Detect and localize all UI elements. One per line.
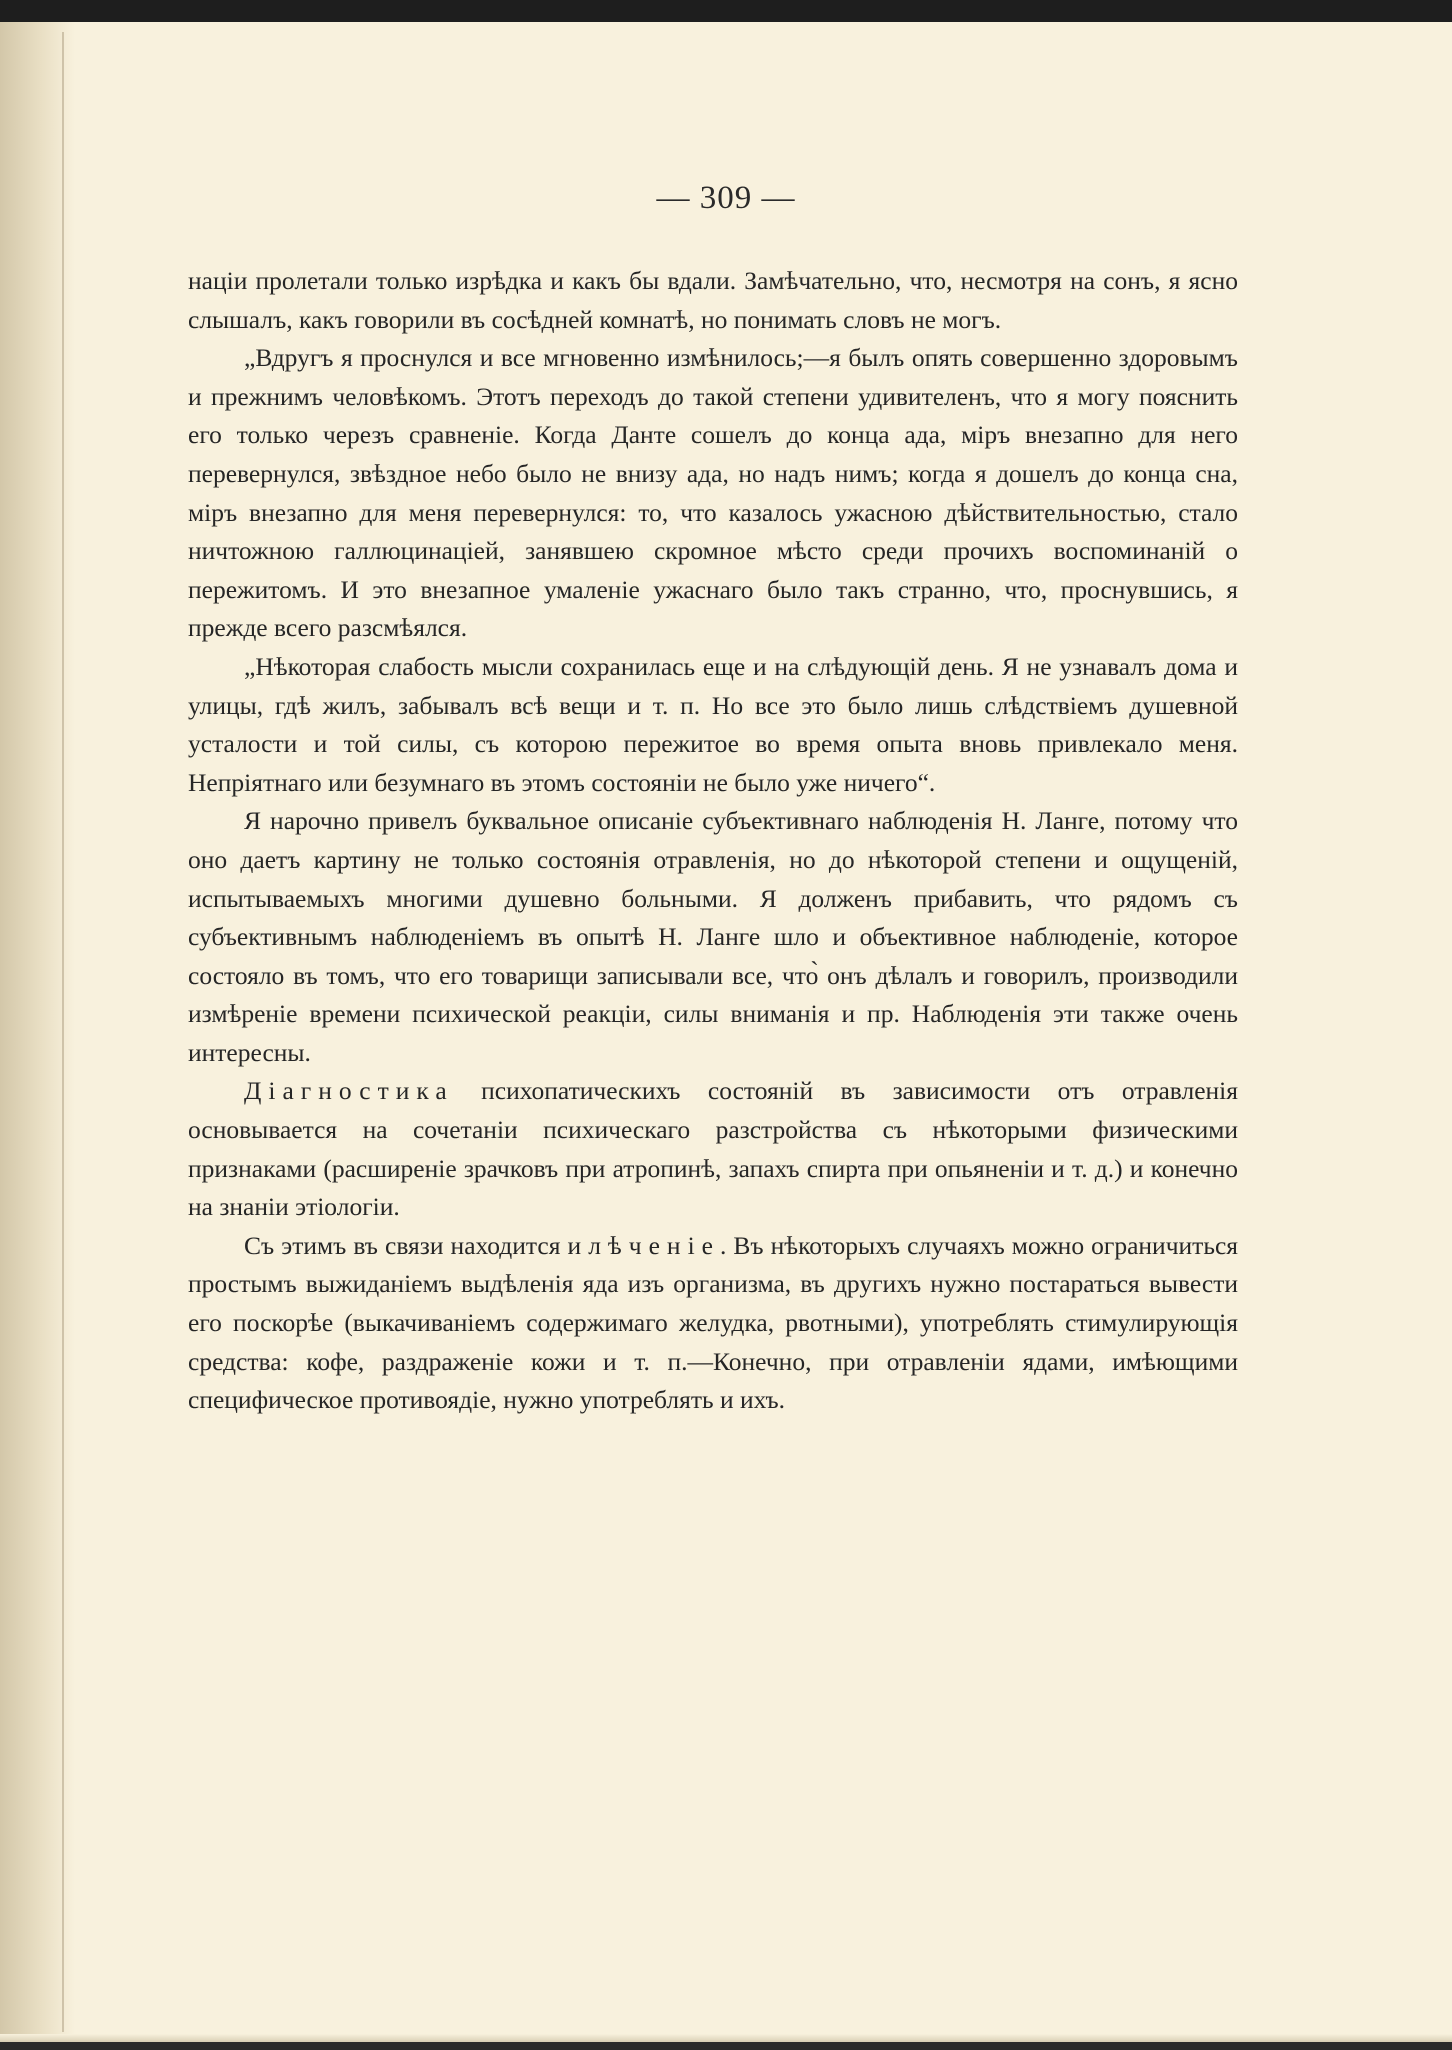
paragraph-2: „Вдругъ я проснулся и все мгновенно измѣнилось;—я былъ опять совершенно здоровымъ и прежнимъ человѣкомъ. Этотъ переходъ до такой степени удивителенъ, что я могу пояснить его только черезъ сравненіе. Когда Данте сошелъ до конца ада, міръ внезапно для него перевернулся, звѣздное небо было не внизу ада, но надъ нимъ; когда я дошелъ до конца сна, міръ внезапно для меня перевернулся: то, что казалось ужасною дѣйствительностью, стало ничтожною галлюцинаціей, занявшею скромное мѣсто среди прочихъ воспоминаній о пережитомъ. И это внезапное умаленіе ужаснаго было такъ странно, что, проснувшись, я прежде всего разсмѣялся. bbox=[188, 343, 1238, 643]
paragraph-6-body: . Въ нѣкоторыхъ случаяхъ можно ограничиться простымъ выжиданіемъ выдѣленія яда изъ организма, въ другихъ нужно постараться вывести его поскорѣе (выкачиваніемъ содержимаго желудка, рвотными), употреблять стимулирующія средства: кофе, раздраженіе кожи и т. п.—Конечно, при отравленіи ядами, имѣющими специфическое противоядіе, нужно употреблять и ихъ. bbox=[188, 1230, 1238, 1415]
body-text bbox=[188, 262, 1238, 1420]
paragraph-4: Я нарочно привелъ буквальное описаніе субъективнаго наблюденія Н. Ланге, потому что оно даетъ картину не только состоянія отравленія, но до нѣкоторой степени и ощущеній, испытываемыхъ многими душевно больными. Я долженъ прибавить, что рядомъ съ субъективнымъ наблюденіемъ въ опытѣ Н. Ланге шло и объективное наблюденіе, которое состояло въ томъ, что его товарищи записывали все, что̀ онъ дѣлалъ и говорилъ, производили измѣреніе времени психической реакціи, силы вниманія и пр. Наблюденія эти также очень интересны. bbox=[188, 806, 1238, 1067]
term-treatment: лѣченіе bbox=[588, 1230, 720, 1260]
scan-top-border bbox=[0, 0, 1452, 22]
paragraph-1: націи пролетали только изрѣдка и какъ бы вдали. Замѣчательно, что, несмотря на сонъ, я ясно слышалъ, какъ говорили въ сосѣдней комнатѣ, но понимать словъ не могъ. bbox=[188, 266, 1238, 334]
paragraph-5 bbox=[188, 1072, 1238, 1226]
term-diagnostics: Діагностика bbox=[244, 1076, 454, 1106]
book-page bbox=[0, 22, 1452, 2042]
paragraph-6-lead: Съ этимъ въ связи находится и bbox=[244, 1230, 589, 1260]
paragraph-5-body: психопатическихъ состояній въ зависимости отъ отравленія основывается на сочетаніи психическаго разстройства съ нѣкоторыми физическими признаками (расширеніе зрачковъ при атропинѣ, запахъ спирта при опьяненіи и т. д.) и конечно на знаніи этіологіи. bbox=[188, 1076, 1238, 1222]
page-number: — 309 — bbox=[656, 180, 796, 216]
page-bottom-edge bbox=[0, 2034, 1452, 2042]
paragraph-6 bbox=[188, 1227, 1238, 1420]
spine-edge bbox=[62, 32, 64, 2032]
paragraph-3: „Нѣкоторая слабость мысли сохранилась еще и на слѣдующій день. Я не узнавалъ дома и улицы, гдѣ жилъ, забывалъ всѣ вещи и т. п. Но все это было лишь слѣдствіемъ душевной усталости и той силы, съ которою пережитое во время опыта вновь привлекало меня. Непріятнаго или безумнаго въ этомъ состояніи не было уже ничего“. bbox=[188, 651, 1238, 797]
